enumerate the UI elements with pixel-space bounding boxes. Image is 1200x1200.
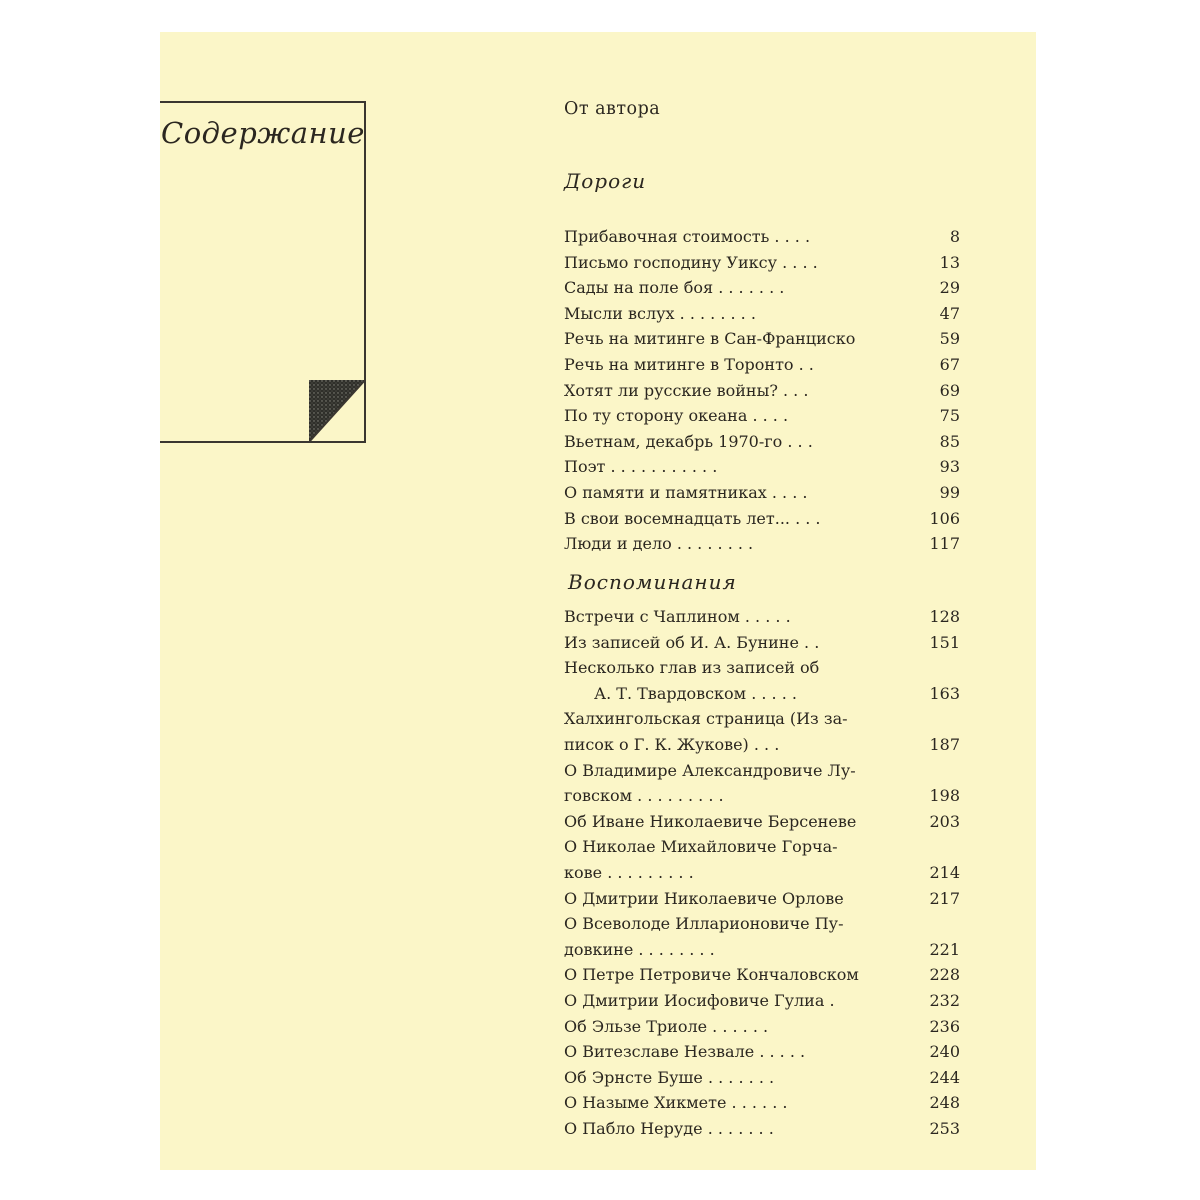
toc-page-number: 214 [929, 863, 960, 882]
toc-entry-title: Об Иване Николаевиче Берсеневе [564, 811, 857, 831]
toc-entry-title: По ту сторону океана . . . . [564, 406, 789, 426]
toc-page-number: 47 [939, 303, 960, 323]
toc-entry-line [564, 707, 960, 731]
toc-page-number: 85 [939, 431, 960, 451]
toc-page-number: 203 [929, 811, 960, 831]
toc-entry-line [564, 1040, 960, 1064]
toc-entry-line [564, 507, 960, 531]
toc-entry-title: Сады на поле боя . . . . . . . [564, 278, 785, 298]
toc-entry-title: Халхингольская страница (Из за- [564, 709, 848, 729]
toc-entry-title: О Дмитрии Иосифовиче Гулиа . [564, 991, 835, 1010]
toc-entry-line [564, 455, 960, 479]
toc-entry-line [564, 682, 960, 706]
toc-page-number: 198 [929, 786, 960, 806]
toc-entry-title: О Всеволоде Илларионовиче Пу- [564, 914, 844, 934]
toc-entry-line [564, 225, 960, 249]
toc-page-number: 217 [929, 888, 960, 908]
toc-entry-line [564, 631, 960, 655]
section-title-roads: Дороги [564, 169, 647, 193]
toc-entry-title: Из записей об И. А. Бунине . . [564, 632, 820, 652]
toc-entry-line [564, 404, 960, 428]
toc-entry-title: Хотят ли русские войны? . . . [564, 380, 809, 400]
toc-page-number: 69 [939, 380, 960, 400]
toc-page-number: 236 [929, 1016, 960, 1036]
toc-page-number: 248 [929, 1093, 960, 1113]
toc-page-number: 67 [939, 355, 960, 374]
toc-entry-line [564, 656, 960, 680]
toc-entry-title: О памяти и памятниках . . . . [564, 483, 808, 502]
toc-page-number: 75 [939, 406, 960, 426]
toc-entry-line [564, 912, 960, 936]
toc-entry-title: говском . . . . . . . . . [564, 786, 724, 806]
toc-entry-title: О Владимире Александровиче Лу- [564, 760, 856, 780]
toc-entry-line [564, 1066, 960, 1090]
toc-entry-title: Люди и дело . . . . . . . . [564, 534, 754, 554]
toc-entry-line [564, 784, 960, 808]
toc-page-number: 240 [929, 1042, 960, 1062]
toc-page-number: 163 [929, 683, 960, 703]
toc-entry-title: О Николае Михайловиче Горча- [564, 837, 838, 857]
toc-page-number: 99 [939, 483, 960, 502]
toc-entry-line [564, 605, 960, 629]
toc-page-number: 29 [939, 278, 960, 298]
toc-entry-title: Речь на митинге в Торонто . . [564, 355, 814, 374]
author-note-entry: От автора [564, 99, 661, 119]
toc-entry-title: Прибавочная стоимость . . . . [564, 227, 811, 246]
toc-entry-line [564, 938, 960, 962]
toc-entry-line [564, 963, 960, 987]
toc-page-number: 59 [939, 329, 960, 349]
toc-entry-title: Вьетнам, декабрь 1970-го . . . [564, 431, 813, 451]
toc-entry-line [564, 430, 960, 454]
toc-entry-title: Письмо господину Уиксу . . . . [564, 252, 818, 272]
toc-page-number: 128 [929, 607, 960, 626]
toc-entry-line [564, 302, 960, 326]
toc-entry-title: Об Эрнсте Буше . . . . . . . [564, 1067, 775, 1087]
toc-entry-line [564, 481, 960, 505]
toc-entry-title: Несколько глав из записей об [564, 658, 820, 678]
toc-entry-title: О Назыме Хикмете . . . . . . [564, 1093, 788, 1113]
toc-page-number: 187 [929, 735, 960, 754]
section-title-memoirs: Воспоминания [568, 570, 737, 594]
toc-page-number: 253 [929, 1119, 960, 1138]
toc-entry-line [564, 989, 960, 1013]
toc-entry-title: О Петре Петровиче Кончаловском [564, 965, 859, 985]
toc-entry-title: кове . . . . . . . . . [564, 863, 694, 882]
toc-entry-title: Поэт . . . . . . . . . . . [564, 457, 718, 477]
toc-entry-title: Речь на митинге в Сан-Франциско [564, 329, 856, 349]
toc-entry-line [564, 379, 960, 403]
toc-entry-line [564, 1015, 960, 1039]
toc-entry-line [564, 759, 960, 783]
toc-entry-title: Мысли вслух . . . . . . . . [564, 303, 756, 323]
toc-entry-line [564, 835, 960, 859]
toc-entry-line [564, 1117, 960, 1141]
toc-entry-title: Об Эльзе Триоле . . . . . . [564, 1016, 769, 1036]
toc-entry-title: писок о Г. К. Жукове) . . . [564, 735, 780, 754]
toc-entry-line [564, 276, 960, 300]
toc-page-number: 221 [929, 939, 960, 959]
toc-entry-title: довкине . . . . . . . . [564, 939, 715, 959]
toc-page-number: 232 [929, 991, 960, 1010]
toc-entry-title: В свои восемнадцать лет... . . . [564, 508, 821, 528]
toc-page-number: 13 [939, 252, 960, 272]
toc-entry-line [564, 733, 960, 757]
toc-entry-line [564, 327, 960, 351]
toc-page-number: 117 [929, 534, 960, 554]
toc-page-number: 151 [929, 632, 960, 652]
toc-entry-line [564, 887, 960, 911]
toc-entry-title: О Витезславе Незвале . . . . . [564, 1042, 806, 1062]
toc-entry-line [564, 532, 960, 556]
toc-entry-line [564, 861, 960, 885]
toc-entry-title: А. Т. Твардовском . . . . . [594, 683, 797, 703]
toc-entry-title: О Пабло Неруде . . . . . . . [564, 1119, 774, 1138]
contents-heading: Содержание [161, 116, 365, 150]
folded-corner-decoration [309, 380, 365, 442]
toc-page-number: 106 [929, 508, 960, 528]
toc-entry-title: О Дмитрии Николаевиче Орлове [564, 888, 844, 908]
toc-page-number: 228 [929, 965, 960, 985]
toc-page-number: 8 [949, 227, 960, 246]
toc-entry-line [564, 1091, 960, 1115]
toc-page-number: 93 [939, 457, 960, 477]
toc-page-number: 244 [929, 1067, 960, 1087]
toc-entry-line [564, 251, 960, 275]
toc-entry-line [564, 353, 960, 377]
toc-entry-line [564, 810, 960, 834]
toc-entry-title: Встречи с Чаплином . . . . . [564, 607, 791, 626]
